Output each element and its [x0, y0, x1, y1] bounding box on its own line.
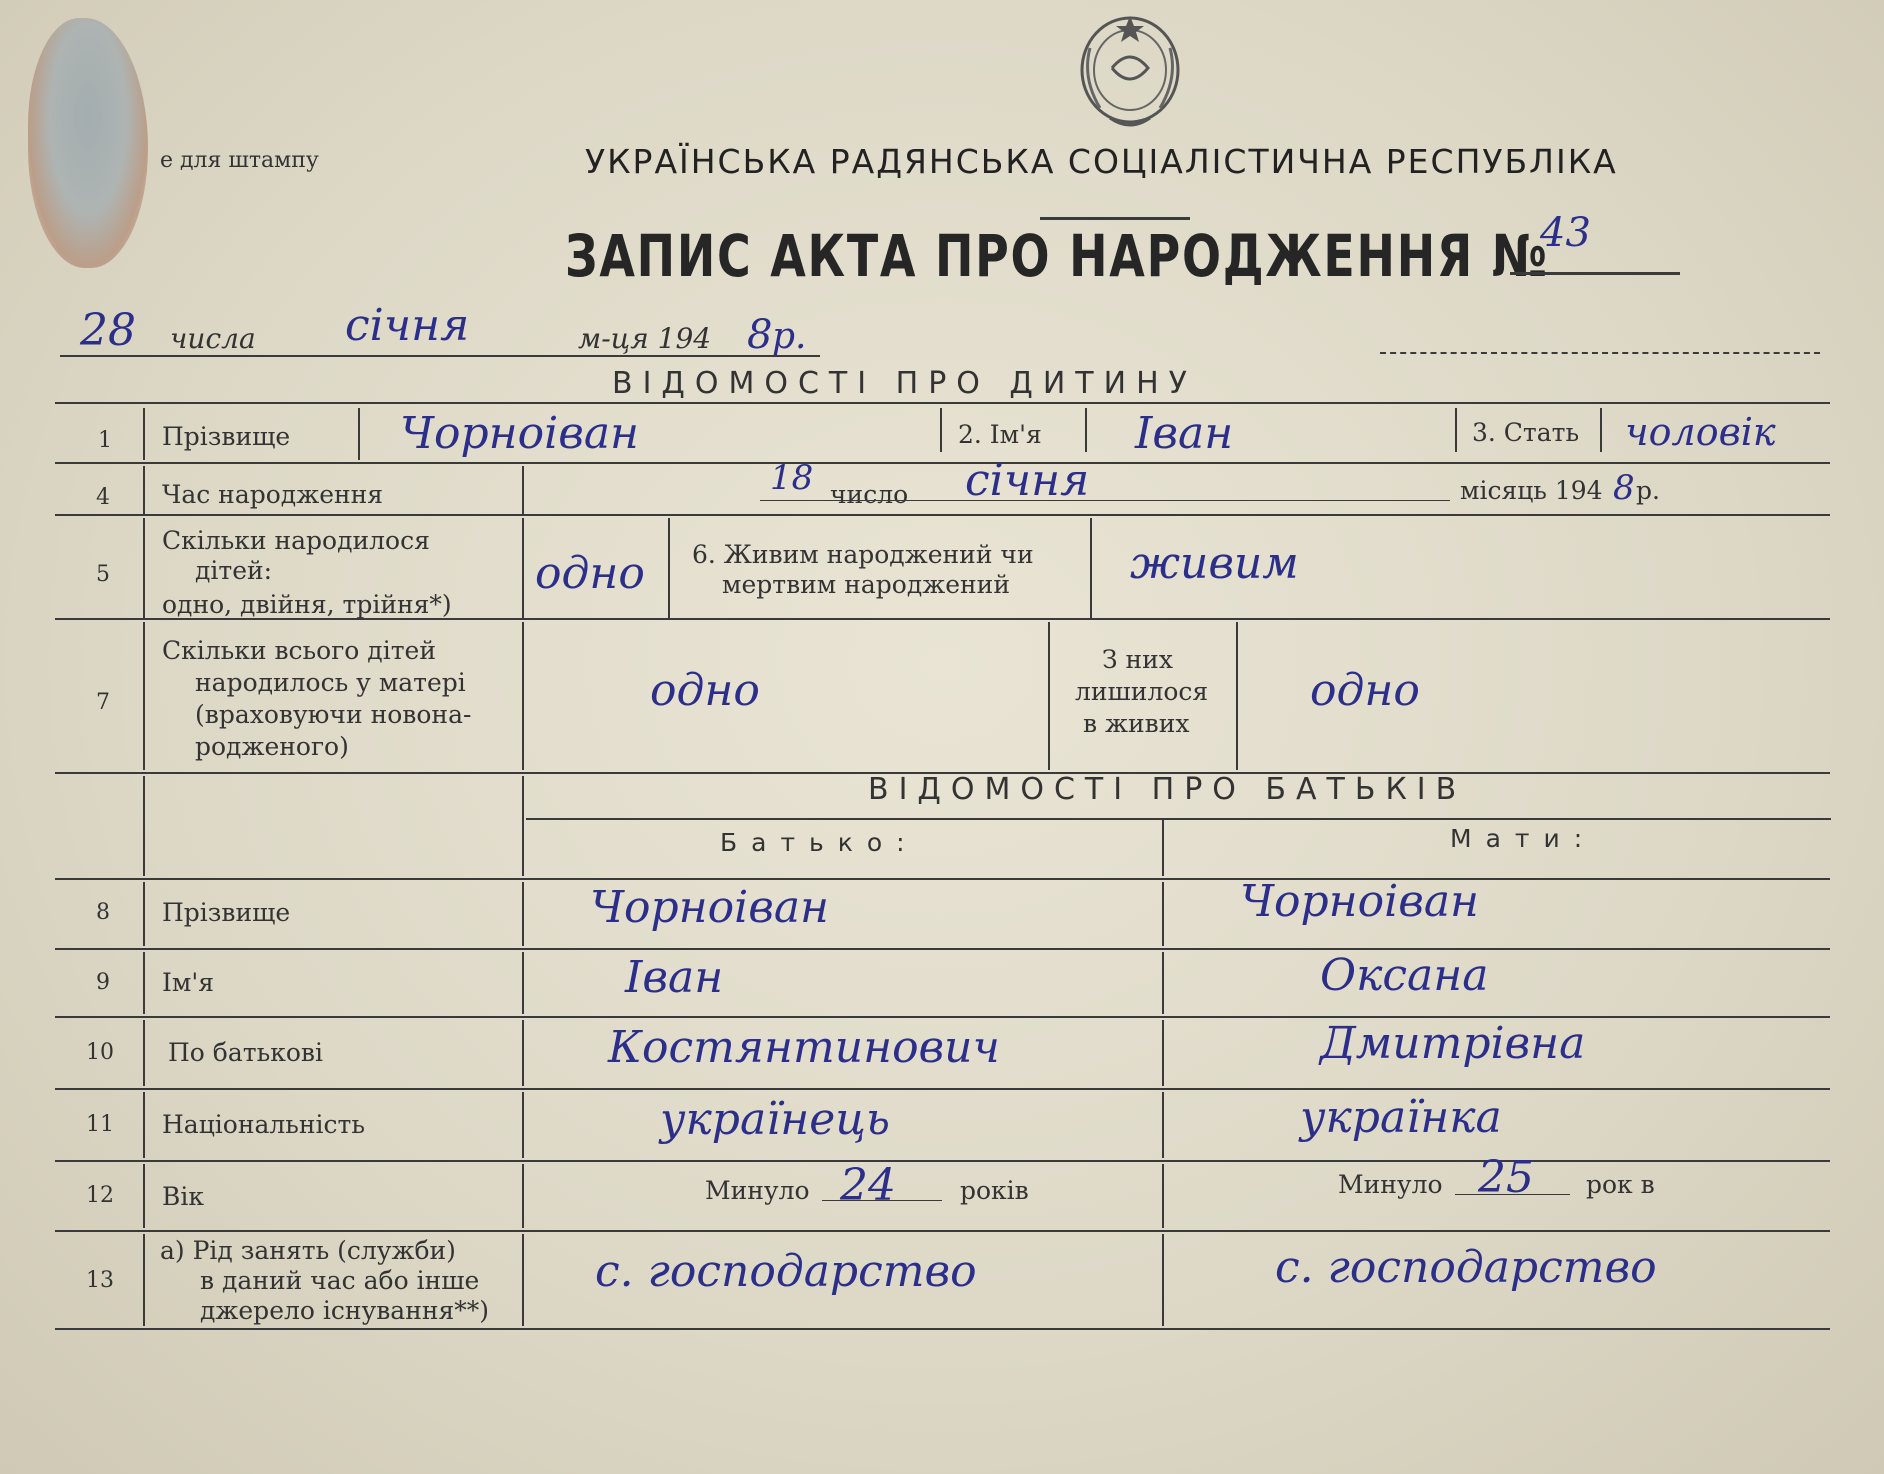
table-vline — [1085, 408, 1087, 452]
parent-surname-label: Прізвище — [162, 898, 291, 927]
table-vline — [1090, 518, 1092, 618]
father-header: Батько: — [720, 828, 919, 857]
table-line — [55, 1328, 1830, 1330]
record-month: cічня — [345, 300, 470, 351]
total-value: одно — [650, 665, 760, 716]
row-number: 5 — [96, 562, 110, 587]
table-vline — [143, 1164, 145, 1228]
alive-label-1: 6. Живим народжений чи — [692, 540, 1034, 569]
child-count-label-2: дітей: — [195, 556, 273, 585]
child-count-value: одно — [535, 548, 645, 599]
table-vline — [1600, 408, 1602, 452]
survived-value: одно — [1310, 665, 1420, 716]
table-vline — [1162, 1234, 1164, 1326]
table-vline — [522, 882, 524, 946]
row-number: 8 — [96, 900, 110, 925]
birth-time-label: Час народження — [162, 480, 384, 509]
table-vline — [522, 1234, 524, 1326]
fill-underline — [822, 1200, 942, 1201]
table-vline — [1162, 882, 1164, 946]
table-line — [55, 514, 1830, 516]
table-line — [55, 1088, 1830, 1090]
table-vline — [1048, 622, 1050, 770]
table-vline — [143, 882, 145, 946]
mother-patronymic: Дмитрівна — [1320, 1018, 1586, 1069]
father-occupation: с. господарство — [595, 1246, 977, 1297]
number-underline — [1510, 272, 1680, 275]
total-label-2: народилось у матері — [195, 668, 466, 697]
record-year-suffix: р. — [772, 316, 807, 357]
coat-of-arms-emblem-icon — [1070, 8, 1190, 136]
document-title: ЗАПИС АКТА ПРО НАРОДЖЕННЯ № — [565, 222, 1549, 290]
birth-day-label: число — [830, 480, 909, 509]
table-vline — [143, 1020, 145, 1086]
table-vline — [143, 622, 145, 770]
table-vline — [143, 952, 145, 1014]
row-number: 4 — [96, 485, 110, 510]
father-patronymic: Костянтинович — [608, 1022, 1000, 1073]
fill-underline — [1455, 1194, 1570, 1195]
birth-month-label: місяць 194 — [1460, 476, 1603, 505]
table-vline — [1236, 622, 1238, 770]
table-vline — [143, 1092, 145, 1158]
father-name: Іван — [625, 952, 724, 1003]
record-day: 28 — [80, 305, 136, 356]
date-underline — [60, 355, 820, 357]
table-vline — [522, 466, 524, 514]
birth-year-suffix: р. — [1636, 476, 1660, 505]
child-surname-label: Прізвище — [162, 422, 291, 451]
table-line — [55, 1230, 1830, 1232]
survived-label-3: в живих — [1083, 709, 1190, 738]
occupation-label-1: а) Рід занять (служби) — [160, 1236, 456, 1265]
paper-stain — [28, 18, 148, 268]
row-number: 9 — [96, 970, 110, 995]
child-count-label-3: одно, двійня, трійня*) — [162, 590, 452, 619]
child-sex-value: чоловік — [1625, 410, 1776, 454]
record-number: 43 — [1540, 210, 1591, 256]
table-vline — [1162, 1020, 1164, 1086]
table-vline — [522, 1092, 524, 1158]
table-line — [55, 948, 1830, 950]
mother-name: Оксана — [1320, 950, 1489, 1001]
age-label: Вік — [162, 1182, 204, 1211]
table-vline — [143, 776, 145, 876]
row-number: 13 — [86, 1268, 114, 1293]
table-vline — [1162, 820, 1164, 876]
alive-value: живим — [1130, 538, 1299, 589]
mother-nationality: українка — [1300, 1092, 1502, 1143]
father-age-prefix: Минуло — [705, 1176, 810, 1205]
table-vline — [522, 518, 524, 618]
birth-month-value: cічня — [965, 455, 1090, 506]
month-label: м-ця 194 — [578, 322, 712, 355]
father-age-suffix: років — [960, 1176, 1029, 1205]
table-vline — [522, 1020, 524, 1086]
mother-occupation: с. господарство — [1275, 1242, 1657, 1293]
table-vline — [143, 1234, 145, 1326]
table-vline — [358, 408, 360, 460]
alive-label-2: мертвим народжений — [722, 570, 1011, 599]
survived-label-1: З них — [1102, 645, 1173, 674]
table-vline — [1162, 1164, 1164, 1228]
row-number: 11 — [86, 1112, 114, 1137]
table-line — [55, 402, 1830, 404]
divider — [1040, 217, 1190, 220]
survived-label-2: лишилося — [1075, 677, 1209, 706]
row-number: 10 — [86, 1040, 114, 1065]
birth-day-value: 18 — [770, 458, 814, 498]
table-line — [55, 462, 1830, 464]
total-label-1: Скільки всього дітей — [162, 636, 436, 665]
table-vline — [1162, 1092, 1164, 1158]
birth-year-digit: 8 — [1613, 468, 1635, 508]
parent-name-label: Ім'я — [162, 968, 214, 997]
table-line — [526, 818, 1831, 820]
mother-age: 25 — [1478, 1152, 1534, 1203]
table-vline — [1162, 952, 1164, 1014]
row-number: 12 — [86, 1183, 114, 1208]
nationality-label: Національність — [162, 1110, 365, 1139]
child-name-label: 2. Ім'я — [958, 420, 1042, 449]
row-number: 7 — [96, 690, 110, 715]
child-sex-label: 3. Стать — [1472, 418, 1580, 447]
occupation-label-2: в даний час або інше — [200, 1266, 480, 1295]
mother-age-prefix: Минуло — [1338, 1170, 1443, 1199]
date-underline-right — [1380, 352, 1820, 354]
table-vline — [522, 1164, 524, 1228]
table-vline — [940, 408, 942, 452]
mother-age-suffix: рок в — [1586, 1170, 1655, 1199]
fill-underline — [760, 500, 1450, 501]
row-number: 1 — [98, 428, 112, 453]
father-age: 24 — [840, 1160, 896, 1211]
table-vline — [1455, 408, 1457, 452]
occupation-label-3: джерело існування**) — [200, 1296, 490, 1325]
patronymic-label: По батькові — [168, 1038, 323, 1067]
father-nationality: українець — [660, 1094, 890, 1145]
table-vline — [143, 466, 145, 514]
table-vline — [143, 408, 145, 460]
table-vline — [522, 952, 524, 1014]
total-label-3: (враховуючи новона- — [195, 700, 472, 729]
table-line — [55, 618, 1830, 620]
parents-section-title: ВІДОМОСТІ ПРО БАТЬКІВ — [868, 772, 1467, 807]
table-vline — [668, 518, 670, 618]
table-vline — [522, 622, 524, 770]
child-name-value: Іван — [1135, 408, 1234, 459]
stamp-note: е для штампу — [160, 148, 319, 173]
table-line — [55, 1160, 1830, 1162]
table-vline — [143, 518, 145, 618]
mother-surname: Чорноіван — [1240, 876, 1480, 927]
child-section-title: ВІДОМОСТІ ПРО ДИТИНУ — [612, 366, 1197, 401]
table-vline — [522, 776, 524, 876]
republic-heading: УКРАЇНСЬКА РАДЯНСЬКА СОЦІАЛІСТИЧНА РЕСПУБЛІКА — [585, 142, 1618, 181]
father-surname: Чорноіван — [590, 882, 830, 933]
total-label-4: родженого) — [195, 732, 349, 761]
child-surname-value: Чорноіван — [400, 408, 640, 459]
record-year-digit: 8 — [747, 312, 773, 358]
table-line — [55, 878, 1830, 880]
day-label: числа — [170, 322, 256, 355]
child-count-label-1: Скільки народилося — [162, 526, 430, 555]
mother-header: Мати: — [1450, 824, 1597, 853]
